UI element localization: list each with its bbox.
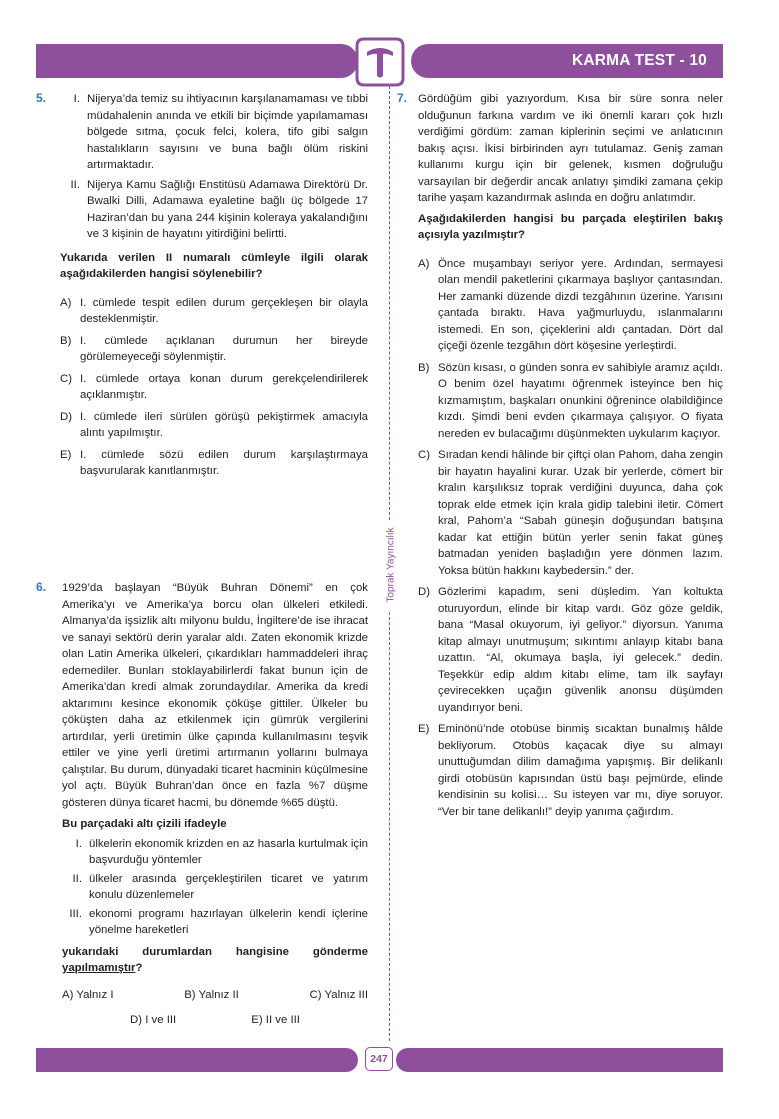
q6-option-d[interactable]: D) I ve III [130,1014,177,1026]
q6-lead: Bu parçadaki altı çizili ifadeyle [62,818,227,830]
q5-option-e[interactable]: E) I. cümlede sözü edilen durum karşılaştırmaya başvurularak kanıtlanmıştır. [60,448,368,477]
q6-question: yukarıdaki durumlardan hangisine gönderme yapılmamıştır? [62,945,368,974]
publisher-logo-icon [353,35,407,89]
question-6 [62,580,368,1029]
q7-option-d[interactable]: D) Gözlerimi kapadım, seni düşledim. Yan koltukta oturuyordun, elinde bir kitap vardı. Göz göze geldik, bana “Masal okuyorum, iyi geliyor.” diyorsun. Yanıma kitap almayı unutmuşum; sıkıntımı anlayıp kitabı bana uzattın. “Al, okumaya başla, iyi gelecek.” dedin. Teşekkür edip aldım kitabı elime, tam ilk sayfayı çevirecekken uçağın güvenlik anonsu düşümden uyandırıyor beni. [418,586,723,714]
q7-option-a[interactable]: A) Önce muşambayı seriyor yere. Ardından, sermayesi olan mendil paketlerini çıkarmaya başlıyor çantasından. Her zamanki düzende dizdi tezgâhının üzerine. Yarısını çantada bıraktı. Hava yağmurluydu, ıslanmalarını istemedi. En son, çiçeklerini aldı çantadan. Dört dal çiçeği özenle tezgâhın dört köşesine yerleştirdi. [418,257,723,352]
q7-option-b[interactable]: B) Sözün kısası, o günden sonra ev sahibiyle aramız açıldı. O benim özel hayatımı öğrenmek isteyince ben hiç kızmamıştım, başkaları onunkini öğrenince olabildiğince kızdı. Şimdi beni evden çıkarmaya çalışıyor. O fiyata nereden ev bulacağımı düşünmekten uykularım kaçıyor. [418,361,723,440]
question-5 [60,91,368,485]
q6-statements [62,836,368,939]
footer-bar-left [36,1048,358,1072]
q7-question: Aşağıdakilerden hangisi bu parçada eleştirilen bakış açısıyla yazılmıştır? [418,212,723,241]
q6-option-e[interactable]: E) II ve III [251,1014,300,1026]
q5-statement-1: I. Nijerya’da temiz su ihtiyacının karşılanamaması ve tıbbi müdahalenin anında ve etkili bir biçimde yapılamaması bölgede sıtma, çocuk felci, kolera, tifo gibi salgın hastalıkların sayısını ve buna bağlı ölüm riskini artırmaktadır. [73,93,368,171]
q5-option-b[interactable]: B) I. cümlede açıklanan durumun her bireyde görülemeyeceği söylenmiştir. [60,334,368,363]
test-title: KARMA TEST - 10 [571,52,707,69]
q5-option-d[interactable]: D) I. cümlede ileri sürülen görüşü pekiştirmek amacıyla alıntı yapılmıştır. [60,410,368,439]
q6-option-b[interactable]: B) Yalnız II [184,988,239,1001]
q6-option-c[interactable]: C) Yalnız III [309,988,368,1001]
q6-statement-2: II. ülkeler arasında gerçekleştirilen ticaret ve yatırım konulu düzenlemeler [72,872,368,901]
question-6-number: 6. [36,580,47,594]
q6-options-row-1 [62,987,368,1004]
q6-passage: 1929’da başlayan “Büyük Buhran Dönemi” en çok Amerika’yı ve Amerika’ya borcu olan ülkeleri etkiledi. Almanya’da işsizlik altı milyonu buldu, İngiltere’de ise ihracat ve sanayi sektörü derin yaralar aldı. Zaten ekonomik krizde olan Latin Amerika ülkeleri, çıkardıkları hammaddeleri ihraç edemediler. Bunları stoklayabilirlerdi fakat bunun için de Amerika’dan kredi almak zorundaydılar. Amerika da kredi aktarımını kesince ekonomik çöküşe gittiler. Ülkeler bu çöküşten daha az etkilenmek için gümrük vergilerini artırdılar, yerli üretimin ülke çapında kullanılmasını teşvik ettiler ve yine yerli üretimi artırmanın yollarını bulmaya çalıştılar. Bu durum, dünyadaki ticaret hacminin küçülmesine yol açtı. Büyük Buhran’dan önce en fazla %7 düşme gösteren dünya ticaret hacmi, bu dönemde %65 düştü. [62,582,368,809]
q5-option-a[interactable]: A) I. cümlede tespit edilen durum gerçekleşen bir olayla desteklenmiştir. [60,296,368,325]
q6-statement-1: I. ülkelerin ekonomik krizden en az hasarla kurtulmak için başvurduğu yöntemler [75,837,368,866]
q7-option-e[interactable]: E) Eminönü’nde otobüse binmiş sıcaktan bunalmış hâlde bekliyorum. Otobüs kaçacak diye su almayı unuttuğumdan dilim damağıma yapışmış. Bir delikanlı girdi otobüsün kapısından üstü başı pejmürde, elinde kendisinin su kolisi… Su isteyen var mı, diye soruyor. “Ver bir tane delikanlı!” deyip yanıma çağırdım. [418,723,723,818]
q7-options [418,256,723,821]
publisher-brand-label: Toprak Yayıncılık [383,520,398,610]
q6-option-a[interactable]: A) Yalnız I [62,988,114,1001]
header-bar-left [36,44,358,78]
q7-passage: Gördüğüm gibi yazıyordum. Kısa bir süre sonra neler olduğunun farkına vardım ve iki önemli kararı çok hızlı verdiğimi gördüm: zaman kiplerinin seçimi ve anlatıcının bakış açısı. İkisi birbirinden ayrı tutulamaz. Geniş zaman kullanımı kurgu için bir gelenek, kısmen doğruluğu varsayılan bir değerdir ancak anlatıyı şimdiki zamana çekip tarihe yaşam kazandırmak aslında en doğru anlatımdır. [418,93,723,204]
q6-statement-3: III. ekonomi programı hazırlayan ülkelerin kendi içlerine yönelme hareketleri [69,907,368,936]
footer-bar-right [396,1048,723,1072]
q6-options-row-2 [62,1012,368,1029]
question-5-number: 5. [36,91,47,105]
q7-option-c[interactable]: C) Sıradan kendi hâlinde bir çiftçi olan Pahom, daha zengin bir hayatın hayalini kurar. Uzak bir yerlerde, cömert bir kralın karşılıksız toprak verdiğini duyunca, daha çok toprak elde etmek için krala gidip talebini iletir. Cömert kral, Pahom’a “Sabah güneşin doğuşundan batışına kadar kat ettiğin bütün yerler senin fakat güneş batmadan yeniden başladığın yere dönmen lazım. Yoksa bütün hakkını kaybedersin.” der. [418,449,723,577]
question-7 [418,91,723,825]
q5-option-c[interactable]: C) I. cümlede ortaya konan durum gerekçelendirilerek açıklanmıştır. [60,372,368,401]
q5-statement-2: II. Nijerya Kamu Sağlığı Enstitüsü Adamawa Direktörü Dr. Bwalki Dilli, Adamawa eyaletine bağlı üç bölgede 17 Haziran’dan bu yana 244 kişinin koleraya yakalandığını ve 3 kişinin de hayatını yitirdiğini belirtti. [70,178,368,240]
page-number: 247 [365,1047,393,1071]
question-7-number: 7. [397,91,408,105]
q5-question: Yukarıda verilen II numaralı cümleyle ilgili olarak aşağıdakilerden hangisi söylenebilir? [60,251,368,280]
q5-options [60,295,368,480]
